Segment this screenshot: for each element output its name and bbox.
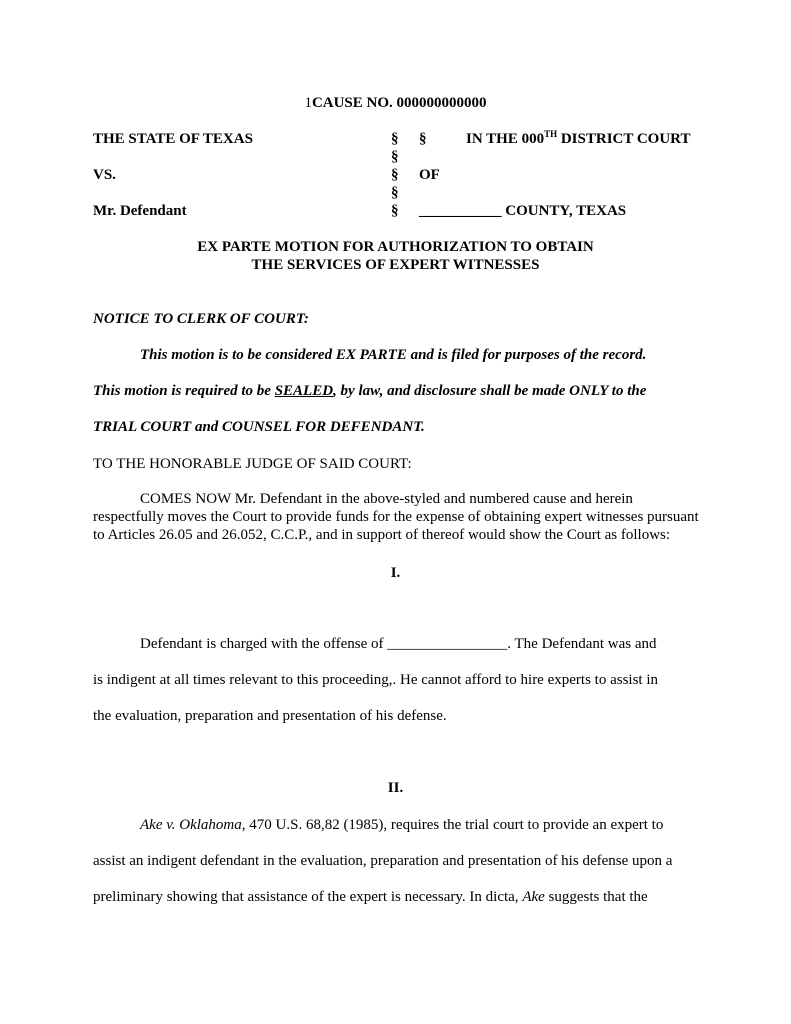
section-2-line-1 [140,816,663,834]
case-citation: Ake v. Oklahoma [140,817,242,833]
section-1-line-1: Defendant is charged with the offense of ________________. The Defendant was and [140,636,657,652]
notice-line-3: TRIAL COURT and COUNSEL FOR DEFENDANT. [93,419,425,435]
notice-line-2-end: , by law, and disclosure shall be made ONLY to the [333,383,647,399]
section-2-line-2: assist an indigent defendant in the evaluation, preparation and presentation of his defense upon a [93,853,673,869]
notice-line-2-start: This motion is required to be [93,383,275,399]
cause-number-heading [0,94,791,112]
section-sign: § [391,167,399,183]
section-2-line-1-rest: , 470 U.S. 68,82 (1985), requires the trial court to provide an expert to [241,817,664,833]
section-sign: § [391,149,399,165]
section-1-line-3: the evaluation, preparation and presentation of his defense. [93,708,447,724]
footnote-mark: 1 [304,95,312,111]
caption-party-state: THE STATE OF TEXAS [93,131,253,147]
intro-paragraph: COMES NOW Mr. Defendant in the above-styled and numbered cause and herein respectfully moves the Court to provide funds for the expense of obtaining expert witnesses pursuant to Articles 26.05 and 26.052, C.C.P., and in support of thereof would show the Court as follows: [93,491,699,543]
notice-line-1: This motion is to be considered EX PARTE and is filed for purposes of the record. [140,347,647,363]
section-2-line-3-start: preliminary showing that assistance of the expert is necessary. In dicta, [93,889,523,905]
caption-of: OF [419,167,440,183]
sealed-emphasis: SEALED [274,383,334,399]
case-short-citation: Ake [522,889,545,905]
notice-heading: NOTICE TO CLERK OF COURT: [93,311,309,327]
cause-number: CAUSE NO. 000000000000 [311,95,487,111]
court-suffix: DISTRICT COURT [557,131,691,147]
section-2-line-3-end: suggests that the [544,889,648,905]
court-prefix: IN THE 000 [466,131,545,147]
motion-title-line-1: EX PARTE MOTION FOR AUTHORIZATION TO OBTAIN [197,239,594,255]
court-ordinal: TH [544,129,558,139]
court-designation [466,130,691,148]
section-sign: § [391,203,399,219]
section-sign: § [391,131,399,147]
notice-line-2 [93,382,646,400]
section-2-line-3 [93,888,648,906]
section-2-heading: II. [387,780,404,796]
section-1-line-2: is indigent at all times relevant to this proceeding,. He cannot afford to hire experts to assist in [93,672,658,688]
section-sign: § [419,131,427,147]
section-sign: § [391,185,399,201]
caption-county: ___________ COUNTY, TEXAS [419,203,627,219]
caption-versus: VS. [93,167,116,183]
salutation: TO THE HONORABLE JUDGE OF SAID COURT: [93,456,412,472]
motion-title-line-2: THE SERVICES OF EXPERT WITNESSES [251,257,540,273]
caption-party-defendant: Mr. Defendant [93,203,187,219]
section-1-heading: I. [390,565,401,581]
